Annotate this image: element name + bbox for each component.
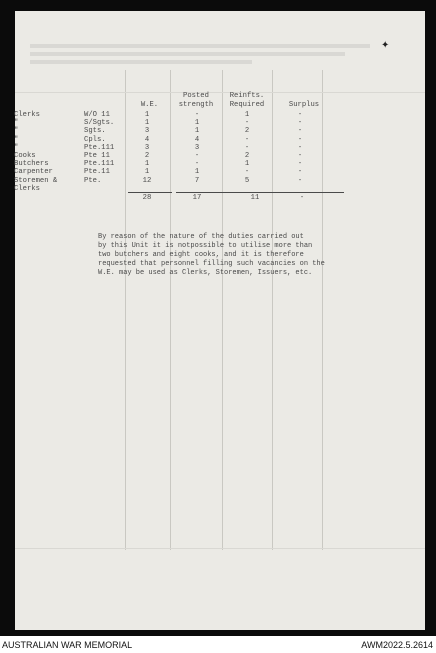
cell-rank: S/Sgts. — [84, 119, 115, 128]
cell-trade: Butchers — [14, 160, 49, 169]
cell-rank: Pte.111 — [84, 143, 115, 152]
cell-surplus: - — [297, 111, 303, 119]
cell-we: 12 — [142, 176, 152, 185]
explanatory-paragraph — [98, 233, 325, 278]
cell-we: 3 — [144, 143, 150, 152]
paragraph-line: by this Unit it is notpossible to utilise more than — [98, 242, 313, 250]
footer-credit: AUSTRALIAN WAR MEMORIAL — [2, 640, 133, 650]
cell-reinfts: 2 — [244, 152, 250, 160]
cell-posted: - — [194, 152, 200, 160]
cell-reinfts: - — [244, 119, 250, 128]
cell-posted: - — [194, 160, 200, 169]
cell-reinfts: - — [244, 168, 250, 177]
header-reinforcements-required: Reinfts. Required — [229, 92, 265, 109]
form-column-line — [272, 70, 273, 550]
cell-trade: Clerks — [14, 184, 40, 193]
cell-we: 3 — [144, 127, 150, 136]
cell-reinfts: 2 — [244, 127, 250, 136]
cell-surplus: - — [297, 119, 303, 128]
cell-trade: " — [14, 135, 19, 144]
cell-we: 1 — [144, 119, 150, 128]
paragraph-line: requested that personnel filling such vacancies on the — [98, 260, 325, 268]
cell-we: 1 — [144, 160, 150, 169]
cell-surplus: - — [297, 160, 303, 169]
cell-trade: Carpenter — [14, 168, 53, 177]
form-column-line — [322, 70, 323, 550]
total-surplus: - — [299, 194, 305, 202]
total-we: 28 — [142, 194, 152, 202]
form-column-line — [222, 70, 223, 550]
cell-posted: 3 — [194, 143, 200, 152]
header-surplus: Surplus — [288, 101, 320, 109]
form-column-line — [170, 70, 171, 550]
cell-we: 1 — [144, 111, 150, 119]
paragraph-line: W.E. may be used as Clerks, Storemen, Issuers, etc. — [98, 269, 313, 277]
cell-rank: Pte.111 — [84, 160, 115, 169]
cell-reinfts: - — [244, 143, 250, 152]
cell-surplus: - — [297, 127, 303, 136]
cell-surplus: - — [297, 168, 303, 177]
cell-surplus: - — [297, 152, 303, 160]
corner-mark-icon: ✦ — [381, 40, 390, 51]
footer-accession-number: AWM2022.5.2614 — [361, 640, 433, 650]
cell-posted: 7 — [194, 176, 200, 185]
cell-trade: " — [14, 119, 19, 128]
cell-trade: " — [14, 143, 19, 152]
cell-posted: 1 — [194, 127, 200, 136]
cell-surplus: - — [297, 176, 303, 185]
cell-surplus: - — [297, 143, 303, 152]
cell-posted: - — [194, 111, 200, 119]
cell-reinfts: 5 — [244, 176, 250, 185]
cell-trade: Clerks — [14, 111, 40, 119]
cell-posted: 4 — [194, 135, 200, 144]
cell-reinfts: 1 — [244, 111, 250, 119]
cell-rank: Cpls. — [84, 135, 106, 144]
form-row-line — [15, 548, 425, 549]
total-reinfts: 11 — [250, 194, 260, 202]
cell-posted: 1 — [194, 119, 200, 128]
document-page — [15, 11, 425, 630]
total-rule — [176, 192, 344, 193]
header-we: W.E. — [140, 101, 159, 109]
cell-rank: Pte. — [84, 176, 102, 185]
total-posted: 17 — [192, 194, 202, 202]
cell-reinfts: 1 — [244, 160, 250, 169]
cell-rank: W/O 11 — [84, 111, 110, 119]
show-through-text — [30, 40, 400, 70]
paragraph-line: two butchers and eight cooks, and it is therefore — [98, 251, 304, 259]
cell-we: 1 — [144, 168, 150, 177]
cell-trade: Storemen & — [14, 176, 58, 185]
total-rule — [128, 192, 172, 193]
cell-we: 2 — [144, 152, 150, 160]
cell-posted: 1 — [194, 168, 200, 177]
form-row-line — [15, 92, 425, 93]
paragraph-line: By reason of the nature of the duties carried out — [98, 233, 304, 241]
cell-rank: Pte.11 — [84, 168, 110, 177]
cell-rank: Pte 11 — [84, 152, 110, 160]
header-posted-strength: Posted strength — [178, 92, 214, 109]
cell-trade: " — [14, 127, 19, 136]
cell-we: 4 — [144, 135, 150, 144]
cell-reinfts: - — [244, 135, 250, 144]
cell-rank: Sgts. — [84, 127, 106, 136]
cell-trade: Cooks — [14, 152, 36, 160]
cell-surplus: - — [297, 135, 303, 144]
